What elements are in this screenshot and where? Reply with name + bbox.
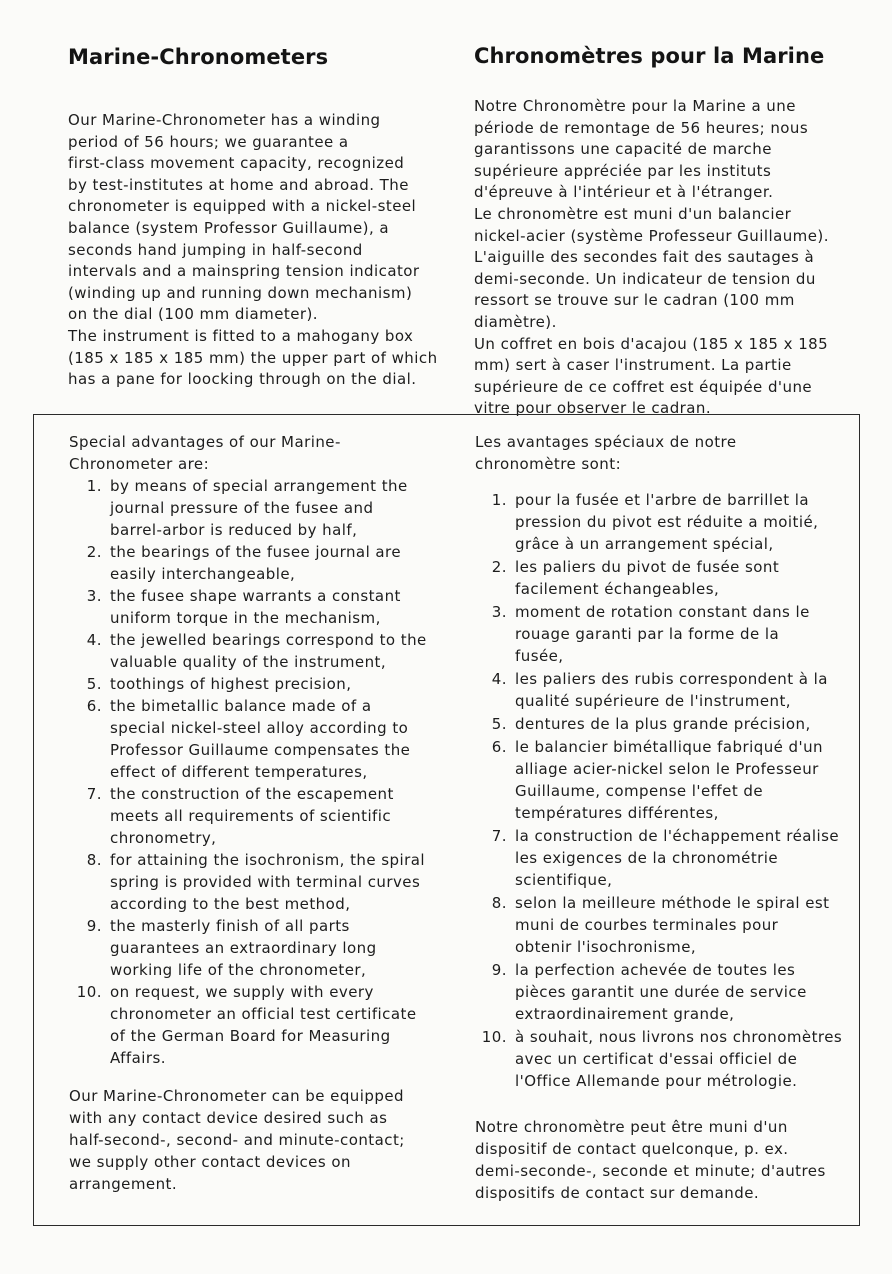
list-item [475,556,855,600]
english-closing: Our Marine-Chronometer can be equipped with any contact device desired such as half-second-, second- and minute-contact; we supply other contact devices on arrangement. [69,1087,405,1193]
list-item-number: 7. [86,785,102,803]
list-item-text: la construction de l'échappement réalise les exigences de la chronométrie scientifique, [515,827,840,889]
list-item-number: 6. [491,738,507,756]
list-item-text: toothings of highest precision, [110,675,352,693]
list-item [70,783,439,849]
english-advantages-column [69,431,439,1195]
list-item-text: the bimetallic balance made of a special nickel-steel alloy according to Professor Guillaume compensates the effect of different temperatures, [110,697,411,781]
list-item-text: selon la meilleure méthode le spiral est muni de courbes terminales pour obtenir l'isochronisme, [515,894,830,956]
list-item-number: 8. [491,894,507,912]
list-item-text: les paliers des rubis correspondent à la qualité supérieure de l'instrument, [515,670,828,710]
list-item-text: la perfection achevée de toutes les pièces garantit une durée de service extraordinairement grande, [515,961,807,1023]
list-item-number: 1. [86,477,102,495]
french-advantages-heading: Les avantages spéciaux de notre chronomètre sont: [475,433,737,473]
list-item-number: 3. [86,587,102,605]
list-item-number: 2. [491,558,507,576]
french-advantages-list [475,489,855,1092]
list-item [70,981,439,1069]
list-item-number: 6. [86,697,102,715]
list-item-text: the bearings of the fusee journal are easily interchangeable, [110,543,402,583]
list-item [475,668,855,712]
list-item [475,892,855,958]
list-item-text: the masterly finish of all parts guarantees an extraordinary long working life of the chronometer, [110,917,377,979]
list-item [475,601,855,667]
english-title: Marine-Chronometers [68,45,329,69]
advantages-box [33,414,860,1226]
list-item-number: 4. [86,631,102,649]
list-item-number: 9. [86,917,102,935]
list-item-text: by means of special arrangement the journal pressure of the fusee and barrel-arbor is reduced by half, [110,477,408,539]
list-item [475,1026,855,1092]
french-closing: Notre chronomètre peut être muni d'un dispositif de contact quelconque, p. ex. demi-seconde-, seconde et minute; d'autres dispositifs de contact sur demande. [475,1118,826,1202]
list-item-text: the jewelled bearings correspond to the valuable quality of the instrument, [110,631,427,671]
list-item-text: on request, we supply with every chronometer an official test certificate of the German Board for Measuring Affairs. [110,983,417,1067]
list-item [70,585,439,629]
list-item [475,825,855,891]
list-item-text: the construction of the escapement meets all requirements of scientific chronometry, [110,785,394,847]
english-advantages-heading: Special advantages of our Marine- Chronometer are: [69,433,341,473]
list-item-number: 2. [86,543,102,561]
list-item [475,736,855,824]
list-item-number: 5. [491,715,507,733]
list-item-number: 1. [491,491,507,509]
list-item [475,713,855,735]
french-advantages-column [475,431,855,1204]
english-advantages-list [70,475,439,1069]
french-title: Chronomètres pour la Marine [474,44,825,68]
list-item-text: à souhait, nous livrons nos chronomètres avec un certificat d'essai officiel de l'Office Allemande pour métrologie. [515,1028,843,1090]
list-item-text: le balancier bimétallique fabriqué d'un alliage acier-nickel selon le Professeur Guillaume, compense l'effet de températures différentes, [515,738,824,822]
list-item-number: 4. [491,670,507,688]
list-item-text: dentures de la plus grande précision, [515,715,811,733]
list-item-text: moment de rotation constant dans le rouage garanti par la forme de la fusée, [515,603,810,665]
list-item [70,629,439,673]
list-item-number: 7. [491,827,507,845]
list-item-number: 10. [76,983,102,1001]
list-item-number: 5. [86,675,102,693]
list-item-text: the fusee shape warrants a constant uniform torque in the mechanism, [110,587,401,627]
list-item-number: 9. [491,961,507,979]
list-item [70,695,439,783]
english-intro: Our Marine-Chronometer has a winding period of 56 hours; we guarantee a first-class movement capacity, recognized by test-institutes at home and abroad. The chronometer is equipped with a nickel-steel balance (system Professor Guillaume), a seconds hand jumping in half-second intervals and a mainspring tension indicator (winding up and running down mechanism) on the dial (100 mm diameter). The instrument is fitted to a mahogany box (185 x 185 x 185 mm) the upper part of which has a pane for loocking through on the dial. [68,111,438,389]
french-intro: Notre Chronomètre pour la Marine a une période de remontage de 56 heures; nous garantissons une capacité de marche supérieure appréciée par les instituts d'épreuve à l'intérieur et à l'étranger. Le chronomètre est muni d'un balancier nickel-acier (système Professeur Guillaume). L'aiguille des secondes fait des sautages à demi-seconde. Un indicateur de tension du ressort se trouve sur le cadran (100 mm diamètre). Un coffret en bois d'acajou (185 x 185 x 185 mm) sert à caser l'instrument. La partie supérieure de ce coffret est équipée d'une vitre pour observer le cadran. [474,97,829,418]
list-item [475,489,855,555]
list-item [70,915,439,981]
list-item-number: 10. [481,1028,507,1046]
list-item [70,541,439,585]
list-item-text: les paliers du pivot de fusée sont facilement échangeables, [515,558,780,598]
list-item-text: for attaining the isochronism, the spiral spring is provided with terminal curves according to the best method, [110,851,425,913]
list-item-number: 8. [86,851,102,869]
list-item-text: pour la fusée et l'arbre de barrillet la pression du pivot est réduite a moitié, grâce à un arrangement spécial, [515,491,819,553]
list-item [70,673,439,695]
list-item [70,475,439,541]
list-item [70,849,439,915]
list-item-number: 3. [491,603,507,621]
list-item [475,959,855,1025]
